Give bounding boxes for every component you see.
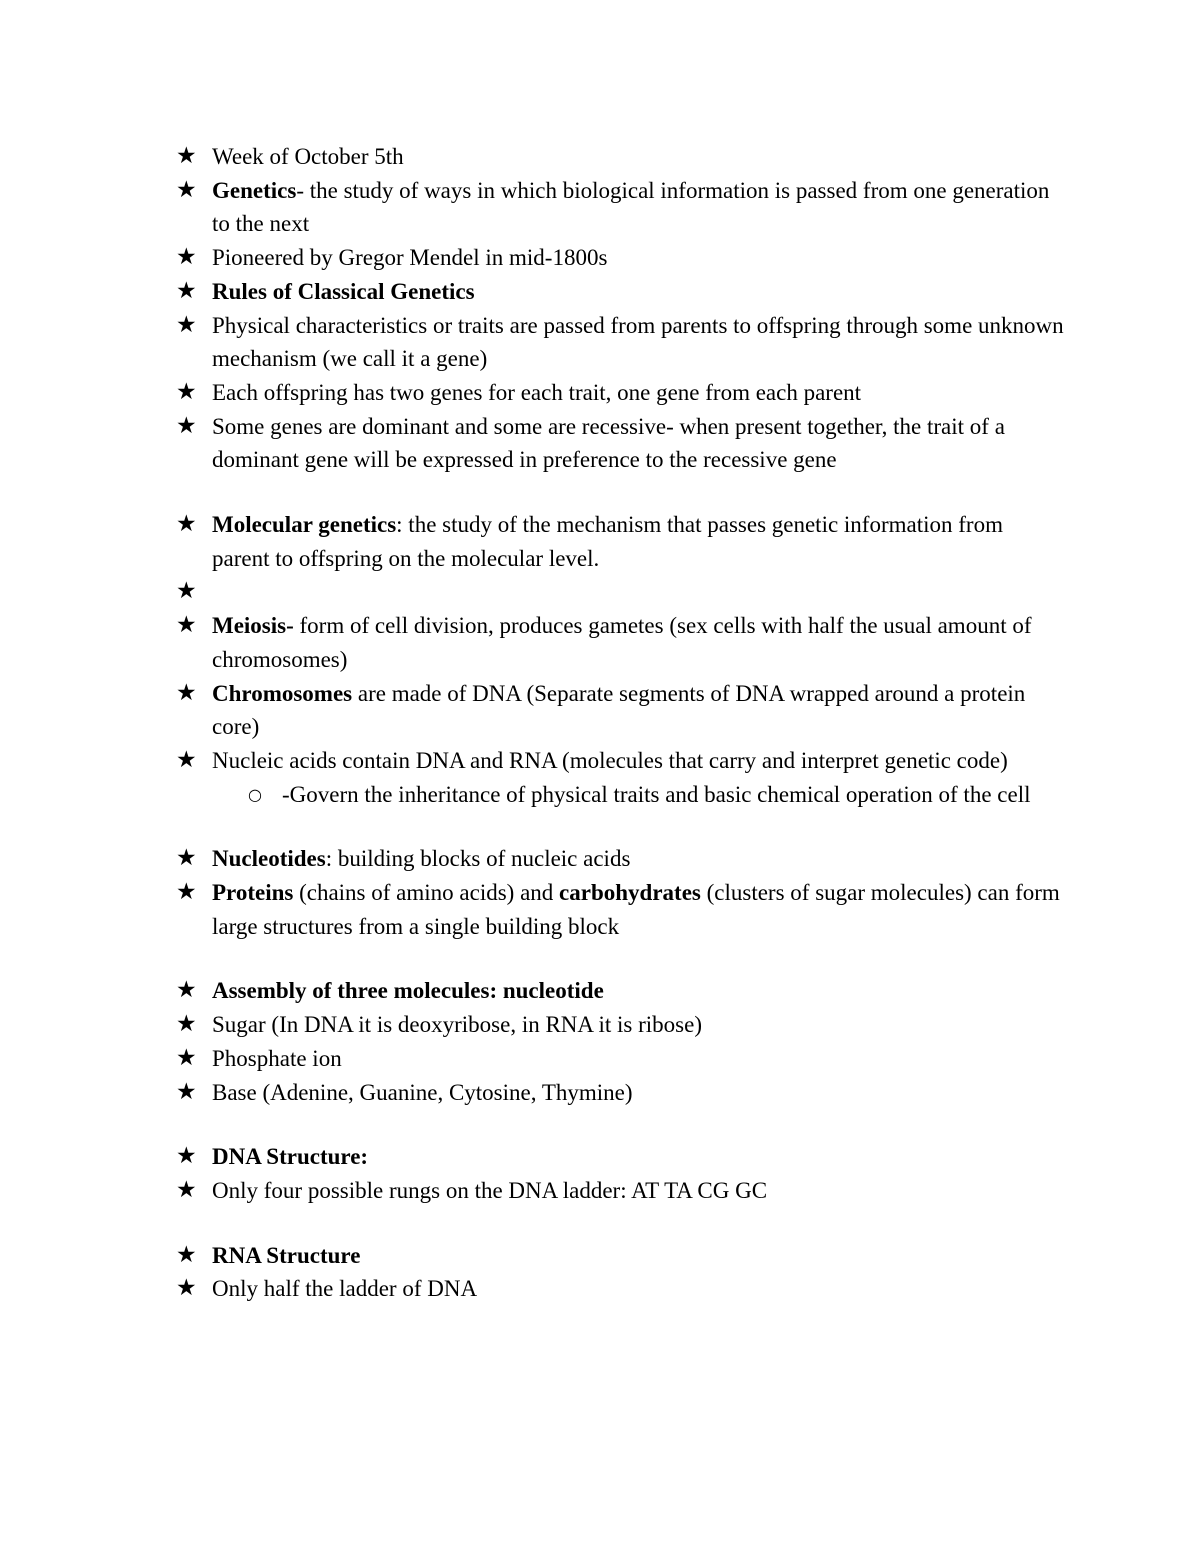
term-dna-structure: DNA Structure: xyxy=(212,1144,369,1170)
list-item-molecular-genetics xyxy=(176,508,1066,575)
list-item-base xyxy=(176,1076,1066,1110)
list-item-two-genes xyxy=(176,376,1066,410)
list-item-nucleotides xyxy=(176,842,1066,876)
star-bullet-icon: ★ xyxy=(176,746,197,773)
list-item-proteins xyxy=(176,876,1066,943)
star-bullet-icon: ★ xyxy=(176,277,197,304)
star-bullet-icon: ★ xyxy=(176,143,197,169)
item-text: Sugar (In DNA it is deoxyribose, in RNA it is ribose) xyxy=(212,1012,702,1038)
star-bullet-icon: ★ xyxy=(176,176,197,203)
item-text: are made of DNA (Separate segments of DNA wrapped around a protein core) xyxy=(212,680,1026,740)
list-item-meiosis xyxy=(176,609,1066,676)
list-item-phosphate xyxy=(176,1042,1066,1076)
term-meiosis: Meiosis- xyxy=(212,613,294,639)
star-bullet-icon: ★ xyxy=(176,378,197,405)
term-proteins: Proteins xyxy=(212,880,294,906)
term-rules-classical-genetics: Rules of Classical Genetics xyxy=(212,278,475,304)
term-carbohydrates: carbohydrates xyxy=(559,880,701,906)
item-text: Some genes are dominant and some are recessive- when present together, the trait of a dominant gene will be expressed in preference to the recessive gene xyxy=(212,413,1005,473)
star-bullet-icon: ★ xyxy=(176,1275,197,1302)
spacer xyxy=(176,1109,1066,1140)
list-item-chromosomes xyxy=(176,677,1066,744)
star-bullet-icon: ★ xyxy=(176,679,197,706)
list-item-traits xyxy=(176,309,1066,376)
item-text: - the study of ways in which biological information is passed from one generation to the next xyxy=(212,177,1050,237)
star-bullet-icon: ★ xyxy=(176,1011,197,1038)
star-bullet-icon: ★ xyxy=(176,311,197,338)
item-text: (clusters of sugar molecules) can form large structures from a single building block xyxy=(212,880,1060,939)
star-bullet-icon: ★ xyxy=(176,1044,197,1071)
term-genetics: Genetics xyxy=(212,177,297,203)
item-text: Base (Adenine, Guanine, Cytosine, Thymine) xyxy=(212,1079,633,1105)
star-bullet-icon: ★ xyxy=(176,412,197,439)
genetics-notes-list xyxy=(176,140,1066,1306)
spacer xyxy=(176,477,1066,508)
list-item-rna-structure xyxy=(176,1239,1066,1273)
sub-list-item-govern xyxy=(246,778,1066,812)
item-text: Only four possible rungs on the DNA ladder: AT TA CG GC xyxy=(212,1177,768,1203)
star-bullet-icon: ★ xyxy=(176,244,197,271)
circle-bullet-icon: ○ xyxy=(248,784,262,804)
star-bullet-icon: ★ xyxy=(176,845,197,872)
term-chromosomes: Chromosomes xyxy=(212,680,353,706)
item-text: Only half the ladder of DNA xyxy=(212,1276,478,1302)
list-item-dominant xyxy=(176,410,1066,477)
spacer xyxy=(176,1208,1066,1239)
star-bullet-icon: ★ xyxy=(176,977,197,1004)
item-text: (chains of amino acids) and xyxy=(293,880,560,906)
spacer xyxy=(176,943,1066,974)
list-item-rules-heading xyxy=(176,275,1066,309)
list-item-nucleic-acids xyxy=(176,744,1066,778)
term-molecular-genetics: Molecular genetics xyxy=(212,512,397,538)
item-text: Pioneered by Gregor Mendel in mid-1800s xyxy=(212,245,608,271)
item-text: Each offspring has two genes for each trait, one gene from each parent xyxy=(212,379,862,405)
star-bullet-icon: ★ xyxy=(176,879,197,906)
item-text: : building blocks of nucleic acids xyxy=(325,846,631,872)
item-text: : the study of the mechanism that passes genetic information from parent to offspring on the molecular level. xyxy=(212,512,1003,571)
star-bullet-icon: ★ xyxy=(176,1078,197,1105)
item-text: Phosphate ion xyxy=(212,1045,342,1071)
star-bullet-icon: ★ xyxy=(176,511,197,538)
list-item-genetics xyxy=(176,174,1066,241)
star-bullet-icon: ★ xyxy=(176,578,197,605)
list-item-assembly xyxy=(176,974,1066,1008)
item-text: Nucleic acids contain DNA and RNA (molecules that carry and interpret genetic code) xyxy=(212,747,1008,773)
spacer xyxy=(176,811,1066,842)
list-item-mendel xyxy=(176,241,1066,275)
list-item-sugar xyxy=(176,1008,1066,1042)
item-text: -Govern the inheritance of physical traits and basic chemical operation of the cell xyxy=(282,781,1031,807)
star-bullet-icon: ★ xyxy=(176,612,197,639)
list-item-empty xyxy=(176,575,1066,609)
item-text: Physical characteristics or traits are passed from parents to offspring through some unknown mechanism (we call it a gene) xyxy=(212,312,1064,372)
star-bullet-icon: ★ xyxy=(176,1143,197,1170)
term-assembly: Assembly of three molecules: nucleotide xyxy=(212,978,604,1004)
list-item-week xyxy=(176,140,1066,174)
star-bullet-icon: ★ xyxy=(176,1176,197,1203)
list-item-rungs xyxy=(176,1174,1066,1208)
term-nucleotides: Nucleotides xyxy=(212,846,326,872)
list-item-half-ladder xyxy=(176,1272,1066,1306)
item-text: Week of October 5th xyxy=(212,144,404,169)
list-item-dna-structure xyxy=(176,1140,1066,1174)
star-bullet-icon: ★ xyxy=(176,1241,197,1268)
item-text: form of cell division, produces gametes (sex cells with half the usual amount of chromosomes) xyxy=(212,613,1032,672)
term-rna-structure: RNA Structure xyxy=(212,1242,361,1268)
